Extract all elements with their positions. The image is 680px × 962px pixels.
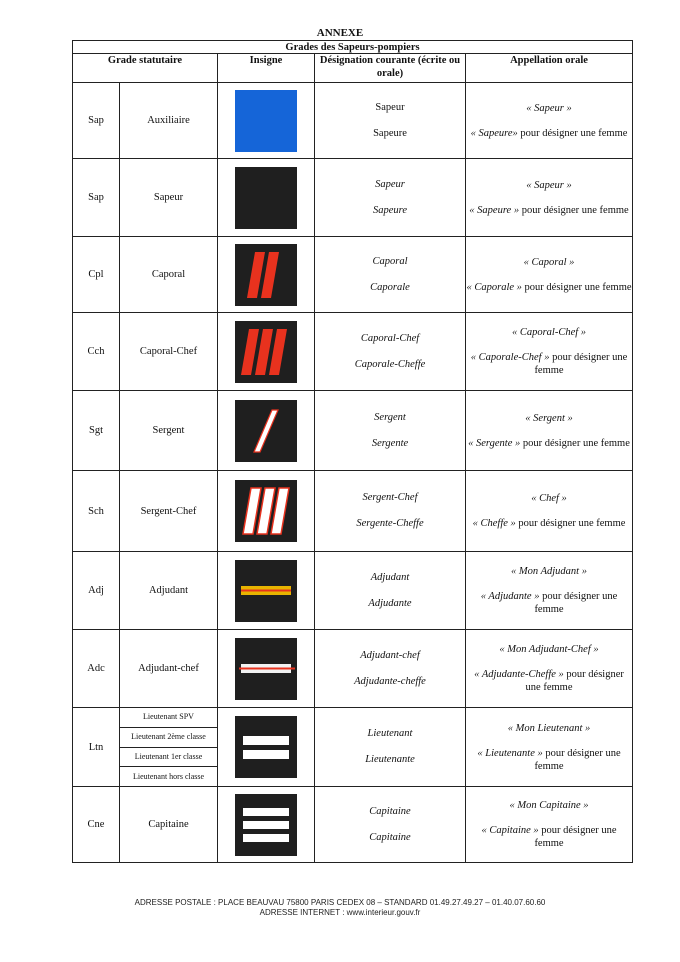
- designation-feminine: Caporale-Cheffe: [354, 358, 426, 370]
- designation-feminine: Sergente: [371, 437, 409, 449]
- designation-cell: [315, 313, 466, 391]
- appellation-masculine: « Sapeur »: [526, 102, 572, 114]
- designation-cell: [315, 159, 466, 237]
- grade-abbreviation: Cch: [73, 313, 120, 391]
- appellation-masculine: « Caporal-Chef »: [511, 327, 587, 338]
- appellation-masculine: « Sergent »: [525, 412, 573, 424]
- grade-row: [73, 83, 633, 159]
- appellation-feminine: [466, 517, 632, 530]
- designation-masculine: Caporal: [372, 255, 408, 267]
- grade-name: Caporal: [120, 237, 218, 313]
- designation-feminine: Sapeure: [372, 204, 408, 216]
- appellation-feminine: [466, 437, 632, 450]
- subgrade-label: Lieutenant SPV: [120, 708, 217, 728]
- appellation-feminine: [466, 204, 632, 217]
- appellation-feminine-rest: pour désigner une femme: [534, 825, 617, 849]
- grade-name: Adjudant-chef: [120, 630, 218, 708]
- appellation-feminine-quote: « Lieutenante »: [477, 747, 543, 759]
- grade-row: [73, 787, 633, 863]
- grade-row: [73, 237, 633, 313]
- designation-masculine: Adjudant: [370, 571, 410, 583]
- appellation-feminine-rest: pour désigner une femme: [534, 591, 618, 615]
- appellation-feminine-quote: « Caporale »: [466, 281, 522, 293]
- grade-abbreviation: Cne: [73, 787, 120, 863]
- designation-masculine: Sapeur: [375, 178, 405, 190]
- designation-cell: [315, 391, 466, 471]
- appellation-masculine: « Sapeur »: [526, 179, 572, 191]
- appellation-masculine: « Mon Capitaine »: [509, 800, 589, 811]
- appellation-feminine-quote: « Adjudante-Cheffe »: [474, 669, 564, 680]
- subgrade-label: Lieutenant 2ème classe: [120, 728, 217, 748]
- table-body: [73, 83, 633, 863]
- appellation-cell: [466, 159, 633, 237]
- appellation-feminine-rest: pour désigner une femme: [515, 518, 626, 529]
- insignia-gold-bar-icon: [218, 552, 315, 630]
- insignia-blue-square-icon: [218, 83, 315, 159]
- designation-cell: [315, 237, 466, 313]
- insignia-three-red-stripes-icon: [218, 313, 315, 391]
- appellation-feminine-quote: « Sergente »: [468, 437, 521, 449]
- appellation-masculine: « Mon Adjudant-Chef »: [499, 644, 599, 655]
- appellation-feminine: [466, 127, 632, 140]
- subgrade-label: Lieutenant 1er classe: [120, 748, 217, 768]
- appellation-feminine-rest: pour désigner une femme: [525, 669, 624, 693]
- appellation-cell: [466, 237, 633, 313]
- designation-feminine: Sapeure: [373, 127, 407, 139]
- grade-name: Sapeur: [120, 159, 218, 237]
- appellation-feminine-rest: pour désigner une femme: [520, 437, 630, 449]
- insignia-two-red-stripes-icon: [218, 237, 315, 313]
- insignia-two-white-bars-icon: [218, 708, 315, 787]
- annex-title: ANNEXE: [316, 27, 364, 39]
- grade-abbreviation: Adj: [73, 552, 120, 630]
- appellation-feminine: [466, 590, 632, 616]
- appellation-feminine-quote: « Sapeure »: [469, 204, 520, 216]
- appellation-cell: [466, 391, 633, 471]
- designation-masculine: Sergent: [374, 411, 406, 423]
- designation-feminine: Lieutenante: [365, 754, 415, 765]
- designation-feminine: Sergente-Cheffe: [356, 518, 424, 529]
- designation-feminine: Caporale: [370, 281, 410, 293]
- appellation-feminine-quote: « Caporale-Chef »: [470, 352, 550, 363]
- designation-feminine: Capitaine: [369, 831, 411, 843]
- designation-masculine: Sergent-Chef: [362, 492, 418, 503]
- designation-cell: [315, 630, 466, 708]
- grade-row: [73, 471, 633, 552]
- grade-name: Auxiliaire: [120, 83, 218, 159]
- grade-name: Capitaine: [120, 787, 218, 863]
- appellation-masculine: « Chef »: [531, 493, 567, 504]
- grade-abbreviation: Sch: [73, 471, 120, 552]
- designation-cell: [315, 83, 466, 159]
- appellation-feminine-quote: « Adjudante »: [480, 591, 540, 602]
- grade-name: Sergent: [120, 391, 218, 471]
- subgrade-label: Lieutenant hors classe: [132, 771, 205, 781]
- appellation-masculine: « Caporal »: [523, 256, 575, 268]
- appellation-feminine-quote: « Cheffe »: [472, 518, 516, 529]
- insignia-plain-dark-icon: [218, 159, 315, 237]
- grade-abbreviation: Cpl: [73, 237, 120, 313]
- designation-cell: [315, 787, 466, 863]
- grade-abbreviation: Ltn: [73, 708, 120, 787]
- grade-row: [73, 630, 633, 708]
- header-grade: Grade statutaire: [73, 54, 218, 83]
- designation-masculine: Lieutenant: [367, 728, 413, 739]
- appellation-cell: [466, 552, 633, 630]
- grade-abbreviation: Adc: [73, 630, 120, 708]
- grades-table: [72, 40, 633, 863]
- footer-address: ADRESSE POSTALE : PLACE BEAUVAU 75800 PARIS CEDEX 08 – STANDARD 01.49.27.49.27 – 01.40.07.60.60: [134, 898, 546, 907]
- appellation-feminine-quote: « Capitaine »: [481, 825, 539, 836]
- grade-row: [73, 552, 633, 630]
- appellation-feminine-rest: pour désigner une femme: [521, 281, 632, 293]
- appellation-cell: [466, 471, 633, 552]
- header-appellation: Appellation orale: [466, 54, 633, 83]
- designation-cell: [315, 471, 466, 552]
- grade-name: Caporal-Chef: [120, 313, 218, 391]
- grade-abbreviation: Sap: [73, 83, 120, 159]
- grade-row: [73, 708, 633, 787]
- table-caption: Grades des Sapeurs-pompiers: [73, 41, 633, 54]
- appellation-feminine: [466, 668, 632, 694]
- appellation-cell: [466, 708, 633, 787]
- appellation-feminine: [466, 824, 632, 850]
- designation-feminine: Adjudante-cheffe: [354, 675, 426, 687]
- designation-masculine: Caporal-Chef: [360, 332, 420, 344]
- appellation-feminine: [466, 281, 632, 294]
- appellation-feminine: [466, 747, 632, 773]
- insignia-three-white-stripes-icon: [218, 471, 315, 552]
- designation-cell: [315, 708, 466, 787]
- grade-name: Adjudant: [120, 552, 218, 630]
- insignia-one-white-stripe-icon: [218, 391, 315, 471]
- appellation-cell: [466, 83, 633, 159]
- designation-masculine: Adjudant-chef: [360, 649, 420, 661]
- appellation-feminine-rest: pour désigner une femme: [534, 747, 621, 772]
- grade-name: Sergent-Chef: [120, 471, 218, 552]
- insignia-three-white-bars-icon: [218, 787, 315, 863]
- designation-masculine: Sapeur: [375, 101, 405, 113]
- designation-feminine: Adjudante: [368, 597, 412, 609]
- lieutenant-subgrades: [120, 708, 218, 787]
- appellation-feminine-rest: pour désigner une femme: [534, 352, 628, 376]
- grade-row: [73, 391, 633, 471]
- grade-row: [73, 159, 633, 237]
- header-designation: Désignation courante (écrite ou orale): [315, 54, 466, 83]
- appellation-cell: [466, 630, 633, 708]
- appellation-masculine: « Mon Lieutenant »: [507, 722, 591, 734]
- designation-masculine: Capitaine: [369, 805, 411, 817]
- appellation-feminine-quote: « Sapeure»: [470, 127, 518, 139]
- appellation-cell: [466, 313, 633, 391]
- appellation-feminine: [466, 351, 632, 377]
- footer: [0, 898, 680, 918]
- grade-abbreviation: Sap: [73, 159, 120, 237]
- footer-website: ADRESSE INTERNET : www.interieur.gouv.fr: [259, 908, 421, 917]
- designation-cell: [315, 552, 466, 630]
- insignia-silver-bar-red-line-icon: [218, 630, 315, 708]
- appellation-cell: [466, 787, 633, 863]
- header-insigne: Insigne: [218, 54, 315, 83]
- appellation-feminine-rest: pour désigner une femme: [517, 127, 628, 139]
- grade-row: [73, 313, 633, 391]
- appellation-masculine: « Mon Adjudant »: [511, 566, 587, 577]
- appellation-feminine-rest: pour désigner une femme: [519, 204, 629, 216]
- grade-abbreviation: Sgt: [73, 391, 120, 471]
